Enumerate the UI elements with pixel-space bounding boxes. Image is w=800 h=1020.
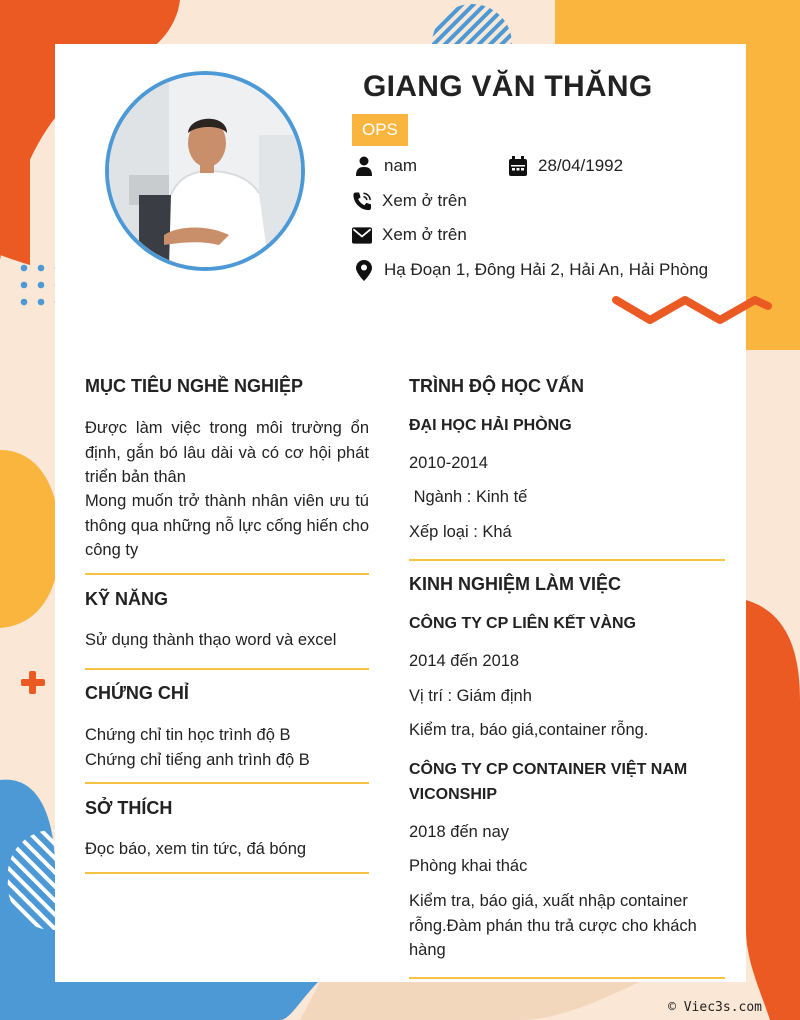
school-name: ĐẠI HỌC HẢI PHÒNG: [409, 417, 572, 434]
company-name: CÔNG TY CP LIÊN KẾT VÀNG: [409, 615, 636, 632]
candidate-name: GIANG VĂN THĂNG: [363, 70, 653, 103]
job-period: 2018 đến nay: [409, 823, 510, 841]
certificate-item: Chứng chỉ tiếng anh trình độ B: [85, 751, 310, 769]
job-period: 2014 đến 2018: [409, 652, 520, 670]
objective-text-1: Được làm việc trong môi trường ổn định, gắn bó lâu dài và có cơ hội phát triển bản thân: [85, 419, 369, 486]
job-position: Phòng khai thác: [409, 857, 528, 875]
email-value: Xem ở trên: [382, 225, 467, 244]
section-divider: [85, 573, 369, 575]
birthday-value: 28/04/1992: [538, 156, 624, 175]
certificates-title: CHỨNG CHỈ: [85, 683, 189, 703]
section-divider: [85, 782, 369, 784]
hobby-item: Đọc báo, xem tin tức, đá bóng: [85, 840, 307, 858]
skills-title: KỸ NĂNG: [85, 589, 169, 609]
education-major: Ngành : Kinh tế: [409, 488, 528, 506]
email-row: [352, 225, 467, 245]
hobbies-title: SỞ THÍCH: [85, 798, 173, 818]
education-period: 2010-2014: [409, 454, 488, 472]
address-value: Hạ Đoạn 1, Đông Hải 2, Hải An, Hải Phòng: [384, 260, 709, 279]
job-description: Kiểm tra, báo giá, xuất nhập container rỗng.Đàm phán thu trả cược cho khách hàng: [409, 892, 697, 959]
section-divider: [85, 668, 369, 670]
person-icon: [354, 156, 374, 176]
education-grade: Xếp loại : Khá: [409, 523, 512, 541]
address-row: [354, 260, 708, 280]
calendar-icon: [508, 156, 528, 176]
gender-row: [354, 156, 417, 176]
phone-icon: [352, 191, 372, 211]
map-pin-icon: [354, 260, 374, 280]
avatar: [105, 71, 305, 271]
zigzag-decoration: [610, 290, 780, 330]
gender-value: nam: [384, 156, 418, 175]
company-name: CÔNG TY CP CONTAINER VIỆT NAM VICONSHIP: [409, 761, 688, 803]
education-title: TRÌNH ĐỘ HỌC VẤN: [409, 376, 584, 396]
phone-row: [352, 191, 467, 211]
job-description: Kiểm tra, báo giá,container rỗng.: [409, 721, 649, 739]
birthday-row: [508, 156, 623, 176]
experience-title: KINH NGHIỆM LÀM VIỆC: [409, 574, 622, 594]
person-photo-illustration: [109, 75, 301, 267]
envelope-icon: [352, 225, 372, 245]
skill-item: Sử dụng thành thạo word và excel: [85, 631, 337, 649]
objective-title: MỤC TIÊU NGHỀ NGHIỆP: [85, 376, 304, 396]
phone-value: Xem ở trên: [382, 191, 467, 210]
certificate-item: Chứng chỉ tin học trình độ B: [85, 726, 291, 744]
objective-text-2: Mong muốn trở thành nhân viên ưu tú thông qua những nỗ lực cống hiến cho công ty: [85, 492, 369, 559]
footer-credit: © Viec3s.com: [668, 1000, 762, 1015]
job-position: Vị trí : Giám định: [409, 687, 532, 705]
section-divider: [85, 872, 369, 874]
section-divider: [409, 559, 725, 561]
section-divider: [409, 977, 725, 979]
role-badge: OPS: [352, 114, 408, 146]
